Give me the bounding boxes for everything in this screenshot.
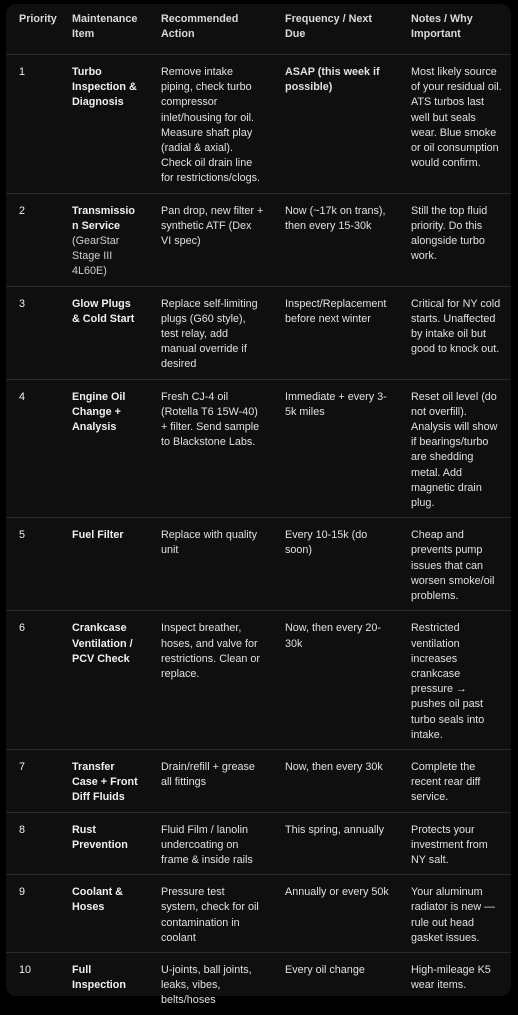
notes-cell: Most likely source of your residual oil. ATS turbos last well but seals wear. Blue smoke or oil consumption would confirm. bbox=[398, 55, 511, 194]
recommended-action-cell: U-joints, ball joints, leaks, vibes, belts/hoses bbox=[161, 963, 252, 1007]
table-row bbox=[6, 286, 511, 379]
maintenance-item-cell bbox=[59, 875, 148, 953]
priority-cell: 8 bbox=[6, 812, 59, 875]
recommended-action-cell: Fluid Film / lanolin undercoating on frame & inside rails bbox=[148, 812, 272, 875]
maintenance-item-name: Transfer Case + Front Diff Fluids bbox=[72, 760, 138, 804]
table-row bbox=[6, 952, 511, 1014]
frequency-cell: This spring, annually bbox=[272, 812, 398, 875]
notes-cell: Critical for NY cold starts. Unaffected by intake oil but good to knock out. bbox=[398, 286, 511, 379]
frequency-cell: Every 10-15k (do soon) bbox=[272, 518, 398, 611]
frequency-cell: Now, then every 30k bbox=[272, 749, 398, 812]
header-notes: Notes / Why Important bbox=[398, 4, 511, 55]
maintenance-item-name: Fuel Filter bbox=[72, 529, 124, 542]
maintenance-item-cell bbox=[59, 286, 148, 379]
table-header-row bbox=[6, 4, 511, 55]
recommended-action-cell: Replace with quality unit bbox=[148, 518, 272, 611]
priority-cell: 2 bbox=[6, 193, 59, 286]
recommended-action-cell: Remove intake piping, check turbo compressor inlet/housing for oil. Measure shaft play (radial & axial). Check oil drain line for restrictions/clogs. bbox=[148, 55, 272, 194]
notes-cell: Your aluminum radiator is new — rule out head gasket issues. bbox=[398, 875, 511, 953]
table-row bbox=[6, 611, 511, 750]
recommended-action-cell: Pressure test system, check for oil contamination in coolant bbox=[148, 875, 272, 953]
notes-cell: Still the top fluid priority. Do this alongside turbo work. bbox=[398, 193, 511, 286]
header-frequency: Frequency / Next Due bbox=[272, 4, 398, 55]
priority-cell: 7 bbox=[6, 749, 59, 812]
header-maintenance-item: Maintenance Item bbox=[59, 4, 148, 55]
recommended-action-cell: Replace self-limiting plugs (G60 style), test relay, add manual override if desired bbox=[148, 286, 272, 379]
maintenance-item-subtitle: (GearStar Stage III 4L60E) bbox=[72, 235, 120, 278]
maintenance-item-cell bbox=[59, 611, 148, 750]
notes-cell: Restricted ventilation increases crankcase pressure → pushes oil past turbo seals into intake. bbox=[398, 611, 511, 750]
notes-cell: Reset oil level (do not overfill). Analysis will show if bearings/turbo are shedding metal. Add magnetic drain plug. bbox=[398, 379, 511, 518]
frequency-cell: Now (~17k on trans), then every 15-30k bbox=[272, 193, 398, 286]
recommended-action-cell: Fresh CJ-4 oil (Rotella T6 15W-40) + filter. Send sample to Blackstone Labs. bbox=[148, 379, 272, 518]
notes-cell: Protects your investment from NY salt. bbox=[398, 812, 511, 875]
frequency-cell: Inspect/Replacement before next winter bbox=[272, 286, 398, 379]
notes-cell: Complete the recent rear diff service. bbox=[398, 749, 511, 812]
table-row bbox=[6, 379, 511, 518]
frequency-cell: Immediate + every 3-5k miles bbox=[272, 379, 398, 518]
recommended-action-cell: Inspect breather, hoses, and valve for restrictions. Clean or replace. bbox=[148, 611, 272, 750]
maintenance-table bbox=[6, 4, 511, 1015]
recommended-action-cell: Drain/refill + grease all fittings bbox=[148, 749, 272, 812]
maintenance-item-cell bbox=[59, 749, 148, 812]
maintenance-item-name: Engine Oil Change + Analysis bbox=[72, 390, 126, 434]
table-row bbox=[6, 55, 511, 194]
maintenance-item-cell bbox=[59, 379, 148, 518]
maintenance-item-cell bbox=[59, 518, 148, 611]
frequency-cell: ASAP (this week if possible) bbox=[272, 55, 398, 194]
priority-cell: 5 bbox=[6, 518, 59, 611]
priority-cell: 10 bbox=[19, 963, 32, 976]
maintenance-item-cell bbox=[59, 952, 148, 1014]
header-priority: Priority bbox=[6, 4, 59, 55]
table-row bbox=[6, 749, 511, 812]
priority-cell: 9 bbox=[6, 875, 59, 953]
maintenance-item-name: Full Inspection bbox=[72, 963, 126, 992]
table-row bbox=[6, 812, 511, 875]
notes-cell: Cheap and prevents pump issues that can worsen smoke/oil problems. bbox=[398, 518, 511, 611]
maintenance-item-name: Rust Prevention bbox=[72, 823, 128, 851]
table-row bbox=[6, 518, 511, 611]
maintenance-item-name: Crankcase Ventilation / PCV Check bbox=[72, 622, 133, 665]
recommended-action-cell: Pan drop, new filter + synthetic ATF (Dex VI spec) bbox=[148, 193, 272, 286]
maintenance-item-cell bbox=[59, 812, 148, 875]
frequency-cell: Now, then every 20-30k bbox=[272, 611, 398, 750]
priority-cell: 6 bbox=[6, 611, 59, 750]
maintenance-item-name: Turbo Inspection & Diagnosis bbox=[72, 66, 137, 109]
priority-cell: 1 bbox=[6, 55, 59, 194]
frequency-cell: Annually or every 50k bbox=[272, 875, 398, 953]
maintenance-item-cell bbox=[59, 193, 148, 286]
frequency-cell: Every oil change bbox=[285, 963, 365, 976]
maintenance-item-name: Glow Plugs & Cold Start bbox=[72, 297, 135, 325]
priority-cell: 3 bbox=[6, 286, 59, 379]
table-body bbox=[6, 55, 511, 1015]
priority-cell: 4 bbox=[6, 379, 59, 518]
notes-cell: High-mileage K5 wear items. bbox=[411, 963, 491, 992]
header-recommended-action: Recommended Action bbox=[148, 4, 272, 55]
maintenance-item-name: Coolant & Hoses bbox=[72, 886, 123, 914]
table-row bbox=[6, 193, 511, 286]
maintenance-table-container bbox=[6, 4, 511, 1007]
maintenance-item-cell bbox=[59, 55, 148, 194]
table-row bbox=[6, 875, 511, 953]
maintenance-item-name: Transmission Service bbox=[72, 204, 136, 232]
